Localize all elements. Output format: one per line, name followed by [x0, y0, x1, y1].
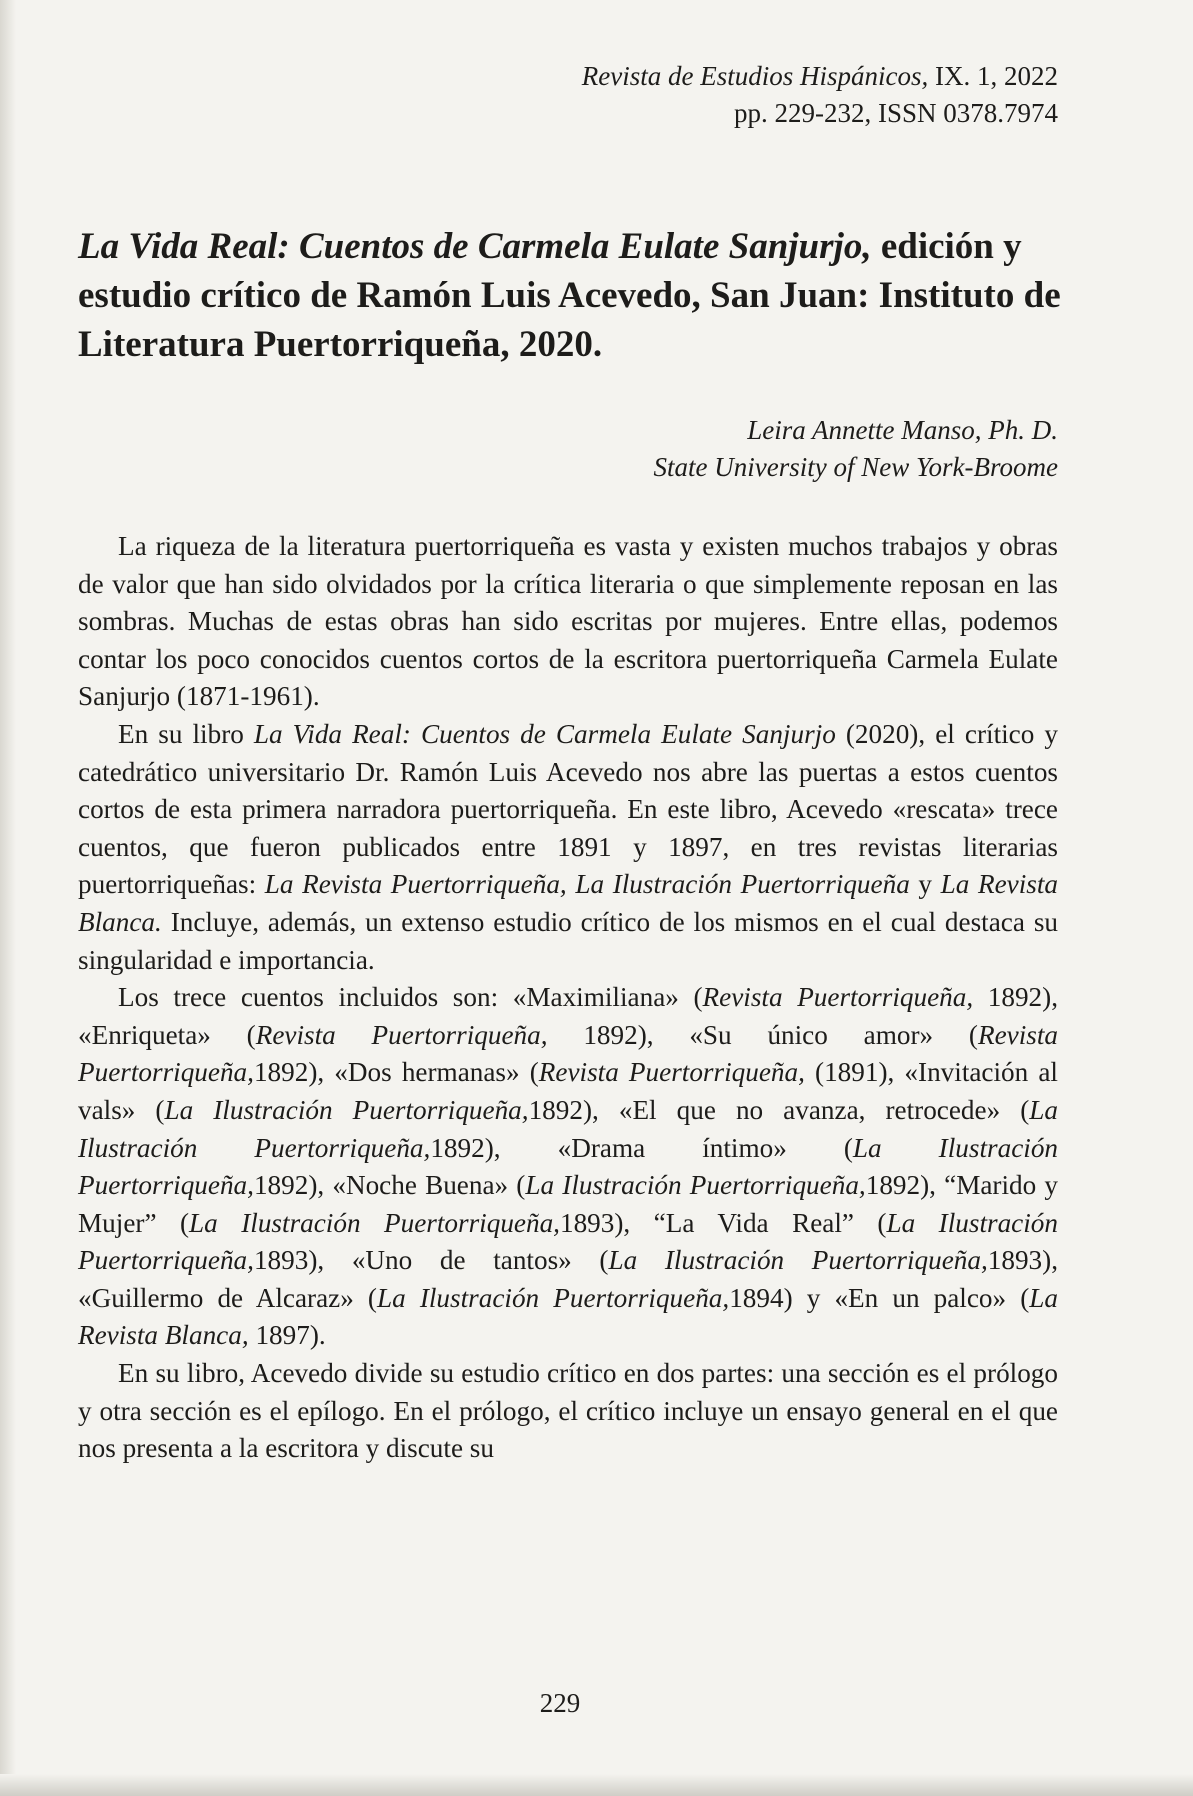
p3-text-8: 1892), «Noche Buena» ( — [253, 1170, 526, 1201]
p3-italic-3: Revista Puertorriqueña, — [78, 1019, 1058, 1088]
p3-italic-4: Revista Puertorriqueña, — [538, 1057, 805, 1088]
p2-italic-2: La Revista Puertorriqueña, La Ilustración Puertorriqueña — [264, 869, 910, 900]
p3-italic-8: La Ilustración Puertorriqueña, — [525, 1170, 866, 1201]
review-title — [78, 222, 1063, 369]
p3-text-7: 1892), «Drama íntimo» ( — [430, 1132, 853, 1163]
p2-text-4: Incluye, además, un extenso estudio crítico de los mismos en el cual destaca su singularidad e importancia. — [78, 906, 1058, 975]
journal-name: Revista de Estudios Hispánicos, — [581, 61, 929, 91]
p3-text-3: 1892), «Su único amor» ( — [547, 1019, 978, 1050]
p3-text-14: 1897). — [248, 1320, 326, 1351]
p3-text-11: 1893), «Uno de tantos» ( — [253, 1245, 609, 1276]
p3-italic-5: La Ilustración Puertorriqueña, — [164, 1094, 529, 1125]
p3-italic-7: La Ilustración Puertorriqueña, — [78, 1132, 1059, 1201]
p3-italic-9: La Ilustración Puertorriqueña, — [189, 1207, 560, 1238]
paragraph-2 — [78, 716, 1058, 979]
journal-header — [582, 58, 1058, 132]
p3-italic-10: La Ilustración Puertorriqueña, — [78, 1207, 1058, 1276]
p3-italic-6: La Ilustración Puertorriqueña, — [78, 1094, 1058, 1163]
p2-text-3: y — [909, 869, 941, 900]
p3-text-5: (1891), «Invitación al vals» ( — [78, 1057, 1058, 1125]
review-title-rest: edición y estudio crítico de Ramón Luis Acevedo, San Juan: Instituto de Literatura Puertorriqueña, 2020. — [78, 226, 1061, 365]
p2-text-1: En su libro — [118, 718, 254, 749]
p2-text-2: (2020), el crítico y catedrático universitario Dr. Ramón Luis Acevedo nos abre las puertas a estos cuentos cortos de esta primera narradora puertorriqueña. En este libro, Acevedo «rescata» trece cuentos, que fueron publicados entre 1891 y 1897, en tres revistas literarias puertorriqueñas: — [78, 718, 1058, 900]
journal-issue: IX. 1, 2022 — [935, 61, 1058, 91]
p3-text-6: 1892), «El que no avanza, retrocede» ( — [528, 1094, 1030, 1125]
p3-italic-13: La Revista Blanca, — [78, 1282, 1058, 1351]
p3-text-10: 1893), “La Vida Real” ( — [559, 1207, 887, 1238]
author-name: Leira Annette Manso, Ph. D. — [747, 415, 1058, 445]
scan-shadow-bottom — [0, 1774, 1193, 1796]
p2-italic-1: La Vida Real: Cuentos de Carmela Eulate Sanjurjo — [253, 718, 836, 749]
p3-text-1: Los trece cuentos incluidos son: «Maximiliana» ( — [118, 982, 703, 1013]
p3-text-9: 1892), “Marido y Mujer” ( — [78, 1170, 1058, 1238]
page-number: 229 — [539, 1688, 581, 1718]
review-title-book: La Vida Real: Cuentos de Carmela Eulate Sanjurjo, — [78, 226, 872, 267]
p3-italic-12: La Ilustración Puertorriqueña, — [377, 1282, 730, 1313]
p3-text-4: 1892), «Dos hermanas» ( — [253, 1057, 539, 1088]
paragraph-3 — [78, 979, 1058, 1355]
p3-text-2: 1892), «Enriqueta» ( — [78, 982, 1058, 1050]
p3-text-13: 1894) y «En un palco» ( — [729, 1282, 1030, 1313]
article-body — [78, 528, 1058, 1468]
journal-line — [582, 58, 1058, 95]
p3-italic-11: La Ilustración Puertorriqueña, — [608, 1245, 988, 1276]
scan-shadow-left — [0, 0, 16, 1796]
journal-pages-issn: pp. 229-232, ISSN 0378.7974 — [733, 98, 1058, 128]
author-affiliation: State University of New York-Broome — [653, 452, 1058, 482]
p2-italic-3: La Revista Blanca. — [78, 869, 1059, 937]
p3-text-12: 1893), «Guillermo de Alcaraz» ( — [78, 1245, 1058, 1313]
paragraph-1: La riqueza de la literatura puertorriqueña es vasta y existen muchos trabajos y obras de valor que han sido olvidados por la crítica literaria o que simplemente reposan en las sombras. Muchas de estas obras han sido escritas por mujeres. Entre ellas, podemos contar los poco conocidos cuentos cortos de la escritora puertorriqueña Carmela Eulate Sanjurjo (1871-1961). — [78, 531, 1058, 712]
paragraph-4: En su libro, Acevedo divide su estudio crítico en dos partes: una sección es el prólogo y otra sección es el epílogo. En el prólogo, el crítico incluye un ensayo general en el que nos presenta a la escritora y discute su — [78, 1358, 1058, 1464]
p3-italic-2: Revista Puertorriqueña, — [255, 1019, 548, 1050]
author-block — [654, 412, 1058, 486]
p3-italic-1: Revista Puertorriqueña, — [702, 982, 974, 1013]
